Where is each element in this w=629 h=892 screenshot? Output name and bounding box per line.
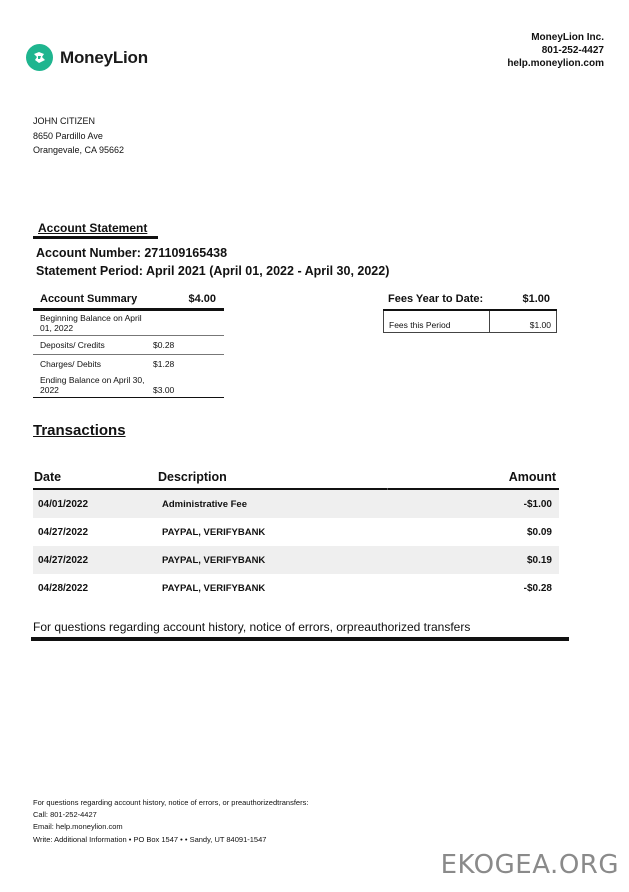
transaction-date: 04/28/2022 [38, 583, 89, 594]
summary-row-value: $1.28 [153, 359, 175, 369]
statement-period: Statement Period: April 2021 (April 01, 2022 - April 30, 2022) [36, 264, 390, 278]
fees-title: Fees Year to Date: [388, 293, 484, 305]
account-number: Account Number: 271109165438 [36, 246, 228, 260]
summary-row-label: Ending Balance on April 30, 2022 [40, 375, 145, 395]
questions-notice: For questions regarding account history, notice of errors, orpreauthorized transfers [33, 620, 471, 634]
fees-period-box [383, 311, 557, 333]
summary-row [33, 373, 224, 397]
transaction-description: PAYPAL, VERIFYBANK [162, 527, 266, 538]
company-name: MoneyLion Inc. [531, 32, 604, 43]
summary-row-label: Charges/ Debits [40, 359, 101, 369]
summary-row-label: Deposits/ Credits [40, 340, 105, 350]
account-summary [33, 293, 224, 398]
company-info [507, 31, 604, 70]
summary-row [33, 355, 224, 373]
statement-title-rule [33, 236, 158, 239]
table-row [33, 490, 559, 518]
account-summary-title: Account Summary [40, 293, 138, 305]
transaction-date: 04/27/2022 [38, 555, 89, 566]
transaction-amount: -$1.00 [523, 499, 552, 510]
customer-address [33, 114, 124, 158]
summary-row-label: Beginning Balance on April 01, 2022 [40, 313, 142, 333]
fees-header [383, 293, 557, 309]
lion-logo-icon [26, 44, 53, 71]
transactions-table [33, 470, 559, 602]
moneylion-logo [26, 44, 148, 71]
account-summary-header [33, 293, 224, 308]
questions-rule [31, 637, 569, 641]
fees-period-value: $1.00 [529, 320, 551, 330]
transaction-date: 04/01/2022 [38, 499, 89, 510]
footer-email: Email: help.moneylion.com [33, 822, 123, 832]
customer-name: JOHN CITIZEN [33, 116, 95, 126]
footer-contact [33, 797, 308, 846]
summary-row-value: $3.00 [153, 385, 175, 395]
logo-text: MoneyLion [60, 47, 148, 67]
transaction-description: PAYPAL, VERIFYBANK [162, 583, 266, 594]
column-header-description: Description [158, 470, 227, 484]
company-phone: 801-252-4427 [541, 45, 604, 56]
account-summary-bottom-rule [33, 397, 224, 398]
column-header-date: Date [34, 470, 62, 484]
column-header-amount: Amount [508, 470, 556, 484]
transaction-amount: $0.09 [526, 527, 552, 538]
transaction-description: Administrative Fee [162, 499, 247, 510]
table-row [33, 574, 559, 602]
transaction-amount: $0.19 [526, 555, 552, 566]
summary-row [33, 311, 224, 336]
company-website: help.moneylion.com [507, 58, 604, 69]
transaction-description: PAYPAL, VERIFYBANK [162, 555, 266, 566]
footer-phone: Call: 801-252-4427 [33, 810, 97, 820]
summary-row [33, 336, 224, 355]
customer-street: 8650 Pardillo Ave [33, 130, 103, 141]
footer-address: Write: Additional Information • PO Box 1547 • • Sandy, UT 84091-1547 [33, 834, 267, 844]
account-summary-total: $4.00 [188, 293, 216, 305]
transactions-title: Transactions [33, 422, 126, 439]
transactions-header [33, 470, 559, 488]
transaction-amount: -$0.28 [523, 583, 552, 594]
summary-row-value: $0.28 [153, 340, 175, 350]
table-row [33, 546, 559, 574]
fees-period-label: Fees this Period [384, 311, 490, 332]
fees-total: $1.00 [522, 293, 550, 305]
customer-city: Orangevale, CA 95662 [33, 145, 125, 155]
table-row [33, 518, 559, 546]
watermark: EKOGEA.ORG [440, 850, 619, 880]
transaction-date: 04/27/2022 [38, 527, 89, 538]
statement-title: Account Statement [38, 221, 148, 235]
fees-year-to-date [383, 293, 557, 333]
footer-line: For questions regarding account history, notice of errors, or preauthorizedtransfers: [33, 798, 309, 807]
